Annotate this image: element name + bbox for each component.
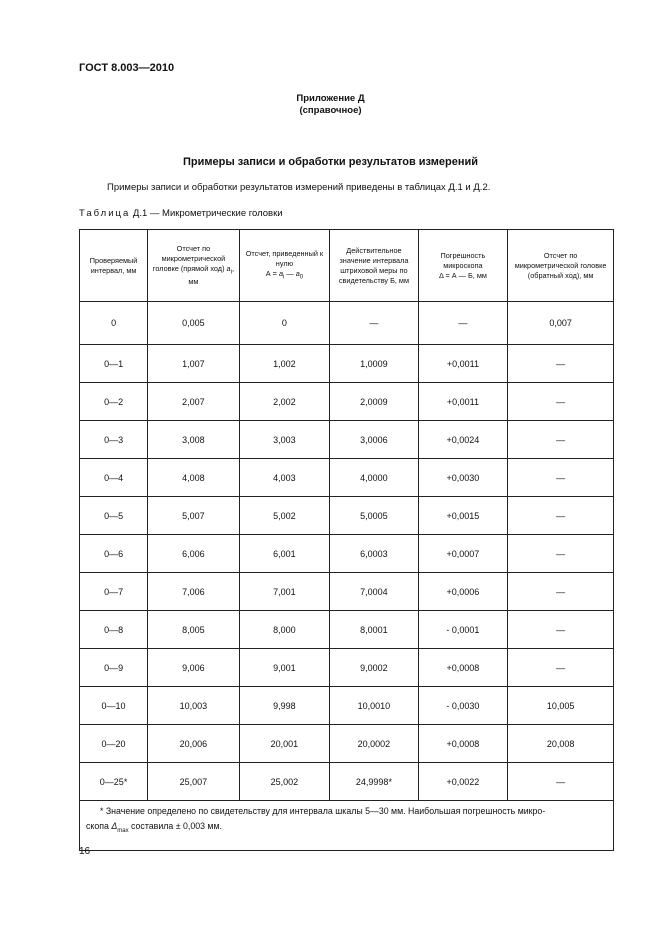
table-cell: 24,9998* xyxy=(330,763,418,801)
header-error: Погрешность микроскопа Δ = А — Б, мм xyxy=(418,230,508,302)
table-cell: 6,0003 xyxy=(330,535,418,573)
table-cell: 9,006 xyxy=(148,649,240,687)
table-cell: 4,008 xyxy=(148,459,240,497)
appendix-title: Приложение Д xyxy=(296,93,365,104)
table-cell: 8,005 xyxy=(148,611,240,649)
table-cell: — xyxy=(418,302,508,345)
table-cell: 0—2 xyxy=(80,383,148,421)
table-row xyxy=(80,687,614,725)
table-row xyxy=(80,573,614,611)
table-footnote: * Значение определено по свидетельству для интервала шкалы 5—30 мм. Наибольшая погрешность микро- скопа $\Delta_{max}$ составила ± 0,003 мм. xyxy=(80,801,614,851)
table-cell: — xyxy=(508,497,614,535)
document-code: ГОСТ 8.003—2010 xyxy=(79,62,175,74)
table-cell: 1,0009 xyxy=(330,345,418,383)
table-row xyxy=(80,535,614,573)
table-cell: 8,000 xyxy=(239,611,330,649)
table-cell: 25,002 xyxy=(239,763,330,801)
appendix-subtitle: (справочное) xyxy=(299,105,362,116)
table-cell: 1,007 xyxy=(148,345,240,383)
table-cell: 10,003 xyxy=(148,687,240,725)
table-cell: 0—1 xyxy=(80,345,148,383)
table-cell: +0,0011 xyxy=(418,345,508,383)
table-body xyxy=(80,302,614,801)
table-cell: +0,0006 xyxy=(418,573,508,611)
table-caption-prefix: Таблица xyxy=(79,208,131,219)
table-cell: 10,005 xyxy=(508,687,614,725)
table-cell: 0—10 xyxy=(80,687,148,725)
table-cell: 10,0010 xyxy=(330,687,418,725)
table-cell: 5,007 xyxy=(148,497,240,535)
table-cell: 6,001 xyxy=(239,535,330,573)
table-cell: +0,0015 xyxy=(418,497,508,535)
table-row xyxy=(80,611,614,649)
table-cell: 3,008 xyxy=(148,421,240,459)
table-cell: +0,0022 xyxy=(418,763,508,801)
table-cell: 2,0009 xyxy=(330,383,418,421)
table-cell: 1,002 xyxy=(239,345,330,383)
table-cell: 0—8 xyxy=(80,611,148,649)
table-cell: 6,006 xyxy=(148,535,240,573)
table-cell: +0,0008 xyxy=(418,649,508,687)
table-cell: — xyxy=(508,763,614,801)
table-cell: 4,0000 xyxy=(330,459,418,497)
table-row xyxy=(80,383,614,421)
table-cell: — xyxy=(508,345,614,383)
table-row xyxy=(80,497,614,535)
table-cell: 0—25* xyxy=(80,763,148,801)
table-cell: 0—4 xyxy=(80,459,148,497)
table-cell: 3,0006 xyxy=(330,421,418,459)
table-cell: 2,002 xyxy=(239,383,330,421)
table-cell: - 0,0030 xyxy=(418,687,508,725)
header-interval: Проверяемый интервал, мм xyxy=(80,230,148,302)
table-row xyxy=(80,302,614,345)
header-actual-value: Действительное значение интервала штриховой меры по свидетельству Б, мм xyxy=(330,230,418,302)
table-row xyxy=(80,649,614,687)
table-row xyxy=(80,421,614,459)
table-cell: 7,001 xyxy=(239,573,330,611)
table-cell: 0—3 xyxy=(80,421,148,459)
table-cell: 0—6 xyxy=(80,535,148,573)
header-zeroed-reading: Отсчет, приведенный к нулю $А = a_i$ — $a_0$ xyxy=(239,230,330,302)
table-cell: 3,003 xyxy=(239,421,330,459)
header-reverse-reading: Отсчет по микрометрической головке (обратный ход), мм xyxy=(508,230,614,302)
table-cell: 20,0002 xyxy=(330,725,418,763)
table-cell: 0,007 xyxy=(508,302,614,345)
table-cell: 0,005 xyxy=(148,302,240,345)
table-row xyxy=(80,725,614,763)
table-cell: — xyxy=(508,421,614,459)
table-row xyxy=(80,345,614,383)
table-cell: 4,003 xyxy=(239,459,330,497)
table-cell: - 0,0001 xyxy=(418,611,508,649)
table-cell: 9,0002 xyxy=(330,649,418,687)
measurement-table xyxy=(79,229,614,851)
table-cell: +0,0011 xyxy=(418,383,508,421)
table-cell: — xyxy=(508,573,614,611)
table-cell: 9,998 xyxy=(239,687,330,725)
table-cell: — xyxy=(508,649,614,687)
table-cell: +0,0030 xyxy=(418,459,508,497)
table-cell: 2,007 xyxy=(148,383,240,421)
table-cell: +0,0024 xyxy=(418,421,508,459)
table-cell: — xyxy=(508,459,614,497)
table-cell: — xyxy=(508,383,614,421)
table-row xyxy=(80,763,614,801)
table-cell: +0,0008 xyxy=(418,725,508,763)
table-cell: 8,0001 xyxy=(330,611,418,649)
section-title: Примеры записи и обработки результатов измерений xyxy=(182,156,478,168)
table-cell: 0 xyxy=(239,302,330,345)
table-cell: 0—9 xyxy=(80,649,148,687)
table-cell: 0—5 xyxy=(80,497,148,535)
table-cell: 0—20 xyxy=(80,725,148,763)
table-cell: 20,001 xyxy=(239,725,330,763)
table-cell: 5,002 xyxy=(239,497,330,535)
intro-paragraph: Примеры записи и обработки результатов измерений приведены в таблицах Д.1 и Д.2. xyxy=(107,182,491,193)
table-cell: 7,0004 xyxy=(330,573,418,611)
table-cell: 20,006 xyxy=(148,725,240,763)
table-cell: 20,008 xyxy=(508,725,614,763)
table-caption-text: Д.1 — Микрометрические головки xyxy=(130,208,283,219)
table-cell: — xyxy=(330,302,418,345)
table-cell: 9,001 xyxy=(239,649,330,687)
table-header-row xyxy=(80,230,614,302)
header-forward-reading: Отсчет по микрометрической головке (прямой ход) $a_i$, мм xyxy=(148,230,240,302)
page-number: 16 xyxy=(79,846,91,857)
table-cell: +0,0007 xyxy=(418,535,508,573)
table-cell: — xyxy=(508,611,614,649)
table-cell: 5,0005 xyxy=(330,497,418,535)
table-row xyxy=(80,459,614,497)
table-cell: 7,006 xyxy=(148,573,240,611)
table-caption xyxy=(79,208,283,219)
table-cell: — xyxy=(508,535,614,573)
table-cell: 25,007 xyxy=(148,763,240,801)
table-cell: 0 xyxy=(80,302,148,345)
table-footnote-row xyxy=(80,801,614,851)
table-cell: 0—7 xyxy=(80,573,148,611)
